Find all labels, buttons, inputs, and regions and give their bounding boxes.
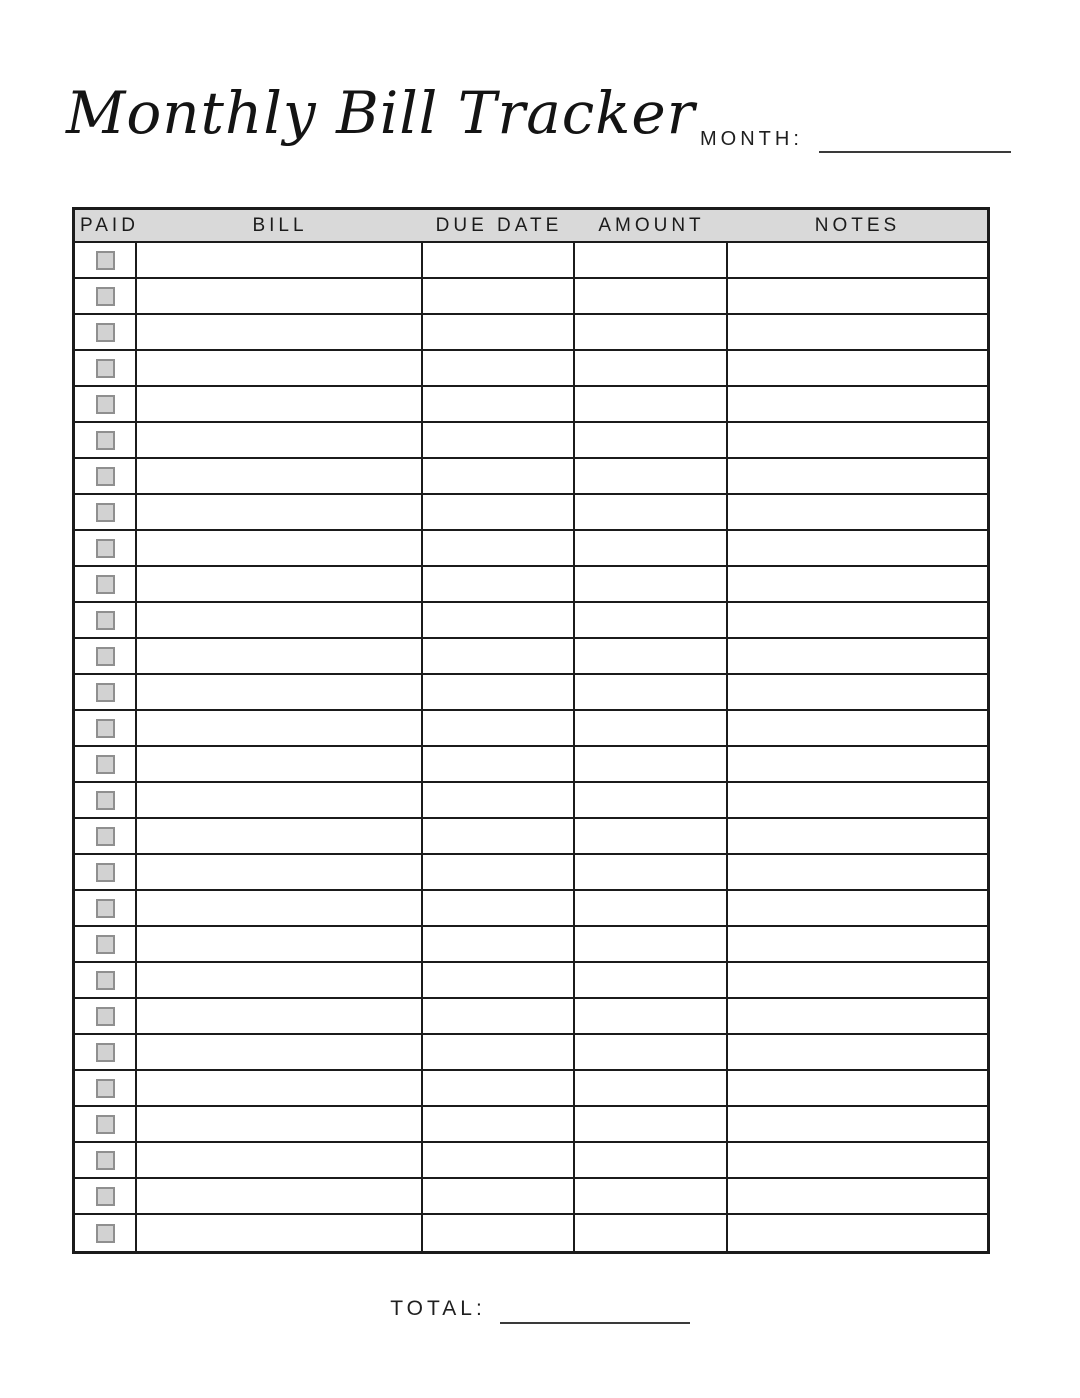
bill-cell[interactable] xyxy=(137,531,423,565)
bill-cell[interactable] xyxy=(137,1035,423,1069)
column-header-amount: AMOUNT xyxy=(598,214,705,236)
table-row xyxy=(75,1179,987,1215)
paid-cell[interactable] xyxy=(75,963,137,997)
table-row xyxy=(75,567,987,603)
notes-cell[interactable] xyxy=(728,1179,987,1213)
bill-cell[interactable] xyxy=(137,567,423,601)
bill-cell[interactable] xyxy=(137,711,423,745)
paid-checkbox[interactable] xyxy=(96,791,115,810)
paid-cell[interactable] xyxy=(75,747,137,781)
paid-checkbox[interactable] xyxy=(96,971,115,990)
notes-cell[interactable] xyxy=(728,531,987,565)
amount-cell[interactable] xyxy=(575,891,728,925)
bill-cell[interactable] xyxy=(137,243,423,277)
bill-cell[interactable] xyxy=(137,819,423,853)
paid-checkbox[interactable] xyxy=(96,359,115,378)
paid-cell[interactable] xyxy=(75,387,137,421)
amount-cell[interactable] xyxy=(575,387,728,421)
bill-cell[interactable] xyxy=(137,1215,423,1251)
notes-cell[interactable] xyxy=(728,459,987,493)
paid-cell[interactable] xyxy=(75,1071,137,1105)
due-cell[interactable] xyxy=(423,783,575,817)
paid-cell[interactable] xyxy=(75,459,137,493)
notes-cell[interactable] xyxy=(728,711,987,745)
amount-cell[interactable] xyxy=(575,639,728,673)
paid-checkbox[interactable] xyxy=(96,755,115,774)
amount-cell[interactable] xyxy=(575,459,728,493)
paid-checkbox[interactable] xyxy=(96,1043,115,1062)
due-cell[interactable] xyxy=(423,963,575,997)
notes-cell[interactable] xyxy=(728,999,987,1033)
table-row xyxy=(75,891,987,927)
table-row xyxy=(75,243,987,279)
due-cell[interactable] xyxy=(423,999,575,1033)
due-cell[interactable] xyxy=(423,639,575,673)
amount-cell[interactable] xyxy=(575,1107,728,1141)
paid-cell[interactable] xyxy=(75,711,137,745)
amount-cell[interactable] xyxy=(575,1215,728,1251)
amount-cell[interactable] xyxy=(575,1071,728,1105)
bill-cell[interactable] xyxy=(137,495,423,529)
notes-cell[interactable] xyxy=(728,567,987,601)
due-cell[interactable] xyxy=(423,315,575,349)
due-cell[interactable] xyxy=(423,603,575,637)
paid-checkbox[interactable] xyxy=(96,647,115,666)
total-label: TOTAL: xyxy=(390,1297,486,1320)
due-cell[interactable] xyxy=(423,279,575,313)
paid-checkbox[interactable] xyxy=(96,1007,115,1026)
amount-cell[interactable] xyxy=(575,711,728,745)
notes-cell[interactable] xyxy=(728,963,987,997)
table-row xyxy=(75,459,987,495)
paid-cell[interactable] xyxy=(75,279,137,313)
paid-cell[interactable] xyxy=(75,855,137,889)
bill-cell[interactable] xyxy=(137,675,423,709)
bill-cell[interactable] xyxy=(137,351,423,385)
bill-table xyxy=(72,207,990,1254)
table-row xyxy=(75,1215,987,1251)
paid-checkbox[interactable] xyxy=(96,251,115,270)
table-row xyxy=(75,351,987,387)
table-row xyxy=(75,423,987,459)
notes-cell[interactable] xyxy=(728,423,987,457)
total-field xyxy=(0,1297,1080,1324)
column-header-notes: NOTES xyxy=(814,214,901,236)
paid-cell[interactable] xyxy=(75,603,137,637)
paid-cell[interactable] xyxy=(75,927,137,961)
table-row xyxy=(75,531,987,567)
table-row xyxy=(75,711,987,747)
paid-checkbox[interactable] xyxy=(96,1115,115,1134)
amount-cell[interactable] xyxy=(575,963,728,997)
bill-cell[interactable] xyxy=(137,387,423,421)
paid-checkbox[interactable] xyxy=(96,935,115,954)
table-row xyxy=(75,1107,987,1143)
paid-checkbox[interactable] xyxy=(96,611,115,630)
paid-checkbox[interactable] xyxy=(96,323,115,342)
paid-cell[interactable] xyxy=(75,639,137,673)
notes-cell[interactable] xyxy=(728,603,987,637)
bill-cell[interactable] xyxy=(137,891,423,925)
table-row xyxy=(75,1071,987,1107)
notes-cell[interactable] xyxy=(728,639,987,673)
column-header-bill: BILL xyxy=(252,214,308,236)
paid-cell[interactable] xyxy=(75,531,137,565)
due-cell[interactable] xyxy=(423,747,575,781)
table-row xyxy=(75,279,987,315)
amount-cell[interactable] xyxy=(575,1179,728,1213)
due-cell[interactable] xyxy=(423,711,575,745)
paid-cell[interactable] xyxy=(75,495,137,529)
table-row xyxy=(75,639,987,675)
due-cell[interactable] xyxy=(423,423,575,457)
amount-cell[interactable] xyxy=(575,747,728,781)
table-row xyxy=(75,963,987,999)
paid-checkbox[interactable] xyxy=(96,719,115,738)
amount-cell[interactable] xyxy=(575,1035,728,1069)
notes-cell[interactable] xyxy=(728,495,987,529)
amount-cell[interactable] xyxy=(575,567,728,601)
notes-cell[interactable] xyxy=(728,675,987,709)
amount-cell[interactable] xyxy=(575,243,728,277)
due-cell[interactable] xyxy=(423,387,575,421)
amount-cell[interactable] xyxy=(575,855,728,889)
notes-cell[interactable] xyxy=(728,1143,987,1177)
table-row xyxy=(75,819,987,855)
table-row xyxy=(75,315,987,351)
paid-cell[interactable] xyxy=(75,1179,137,1213)
paid-cell[interactable] xyxy=(75,819,137,853)
table-row xyxy=(75,1035,987,1071)
bill-cell[interactable] xyxy=(137,315,423,349)
bill-cell[interactable] xyxy=(137,963,423,997)
page-title: Monthly Bill Tracker xyxy=(66,79,696,147)
total-fill-line[interactable] xyxy=(500,1298,690,1324)
bill-cell[interactable] xyxy=(137,603,423,637)
paid-checkbox[interactable] xyxy=(96,1187,115,1206)
due-cell[interactable] xyxy=(423,495,575,529)
table-row xyxy=(75,999,987,1035)
paid-cell[interactable] xyxy=(75,783,137,817)
bill-cell[interactable] xyxy=(137,279,423,313)
bill-cell[interactable] xyxy=(137,1107,423,1141)
bill-cell[interactable] xyxy=(137,927,423,961)
paid-checkbox[interactable] xyxy=(96,1151,115,1170)
table-row xyxy=(75,927,987,963)
due-cell[interactable] xyxy=(423,855,575,889)
paid-checkbox[interactable] xyxy=(96,827,115,846)
amount-cell[interactable] xyxy=(575,1143,728,1177)
notes-cell[interactable] xyxy=(728,783,987,817)
table-row xyxy=(75,675,987,711)
paid-cell[interactable] xyxy=(75,1215,137,1251)
paid-checkbox[interactable] xyxy=(96,1079,115,1098)
due-cell[interactable] xyxy=(423,891,575,925)
notes-cell[interactable] xyxy=(728,243,987,277)
table-row xyxy=(75,1143,987,1179)
notes-cell[interactable] xyxy=(728,855,987,889)
amount-cell[interactable] xyxy=(575,999,728,1033)
due-cell[interactable] xyxy=(423,459,575,493)
due-cell[interactable] xyxy=(423,819,575,853)
due-cell[interactable] xyxy=(423,567,575,601)
paid-checkbox[interactable] xyxy=(96,539,115,558)
paid-checkbox[interactable] xyxy=(96,467,115,486)
paid-checkbox[interactable] xyxy=(96,431,115,450)
notes-cell[interactable] xyxy=(728,279,987,313)
paid-cell[interactable] xyxy=(75,891,137,925)
bill-cell[interactable] xyxy=(137,999,423,1033)
due-cell[interactable] xyxy=(423,675,575,709)
bill-cell[interactable] xyxy=(137,459,423,493)
paid-cell[interactable] xyxy=(75,423,137,457)
paid-cell[interactable] xyxy=(75,1107,137,1141)
notes-cell[interactable] xyxy=(728,1035,987,1069)
paid-checkbox[interactable] xyxy=(96,575,115,594)
paid-cell[interactable] xyxy=(75,315,137,349)
notes-cell[interactable] xyxy=(728,1071,987,1105)
paid-checkbox[interactable] xyxy=(96,503,115,522)
amount-cell[interactable] xyxy=(575,783,728,817)
table-row xyxy=(75,603,987,639)
amount-cell[interactable] xyxy=(575,603,728,637)
paid-cell[interactable] xyxy=(75,1035,137,1069)
paid-cell[interactable] xyxy=(75,243,137,277)
paid-checkbox[interactable] xyxy=(96,395,115,414)
paid-cell[interactable] xyxy=(75,675,137,709)
column-header-paid: PAID xyxy=(80,214,139,236)
paid-cell[interactable] xyxy=(75,1143,137,1177)
notes-cell[interactable] xyxy=(728,351,987,385)
notes-cell[interactable] xyxy=(728,1107,987,1141)
paid-checkbox[interactable] xyxy=(96,287,115,306)
bill-cell[interactable] xyxy=(137,855,423,889)
paid-checkbox[interactable] xyxy=(96,683,115,702)
table-row xyxy=(75,783,987,819)
amount-cell[interactable] xyxy=(575,927,728,961)
paid-cell[interactable] xyxy=(75,567,137,601)
paid-cell[interactable] xyxy=(75,351,137,385)
amount-cell[interactable] xyxy=(575,531,728,565)
notes-cell[interactable] xyxy=(728,315,987,349)
due-cell[interactable] xyxy=(423,1035,575,1069)
due-cell[interactable] xyxy=(423,1143,575,1177)
amount-cell[interactable] xyxy=(575,819,728,853)
amount-cell[interactable] xyxy=(575,351,728,385)
paid-checkbox[interactable] xyxy=(96,863,115,882)
bill-cell[interactable] xyxy=(137,639,423,673)
notes-cell[interactable] xyxy=(728,387,987,421)
paid-checkbox[interactable] xyxy=(96,899,115,918)
due-cell[interactable] xyxy=(423,927,575,961)
notes-cell[interactable] xyxy=(728,927,987,961)
due-cell[interactable] xyxy=(423,1179,575,1213)
month-label: MONTH: xyxy=(700,128,803,150)
notes-cell[interactable] xyxy=(728,1215,987,1251)
amount-cell[interactable] xyxy=(575,495,728,529)
bill-cell[interactable] xyxy=(137,423,423,457)
month-field xyxy=(700,128,1011,153)
due-cell[interactable] xyxy=(423,531,575,565)
due-cell[interactable] xyxy=(423,1215,575,1251)
month-fill-line[interactable] xyxy=(819,129,1011,153)
table-row xyxy=(75,747,987,783)
notes-cell[interactable] xyxy=(728,819,987,853)
table-row xyxy=(75,855,987,891)
column-header-due: DUE DATE xyxy=(435,214,563,236)
amount-cell[interactable] xyxy=(575,675,728,709)
table-body xyxy=(75,243,987,1251)
due-cell[interactable] xyxy=(423,1071,575,1105)
bill-cell[interactable] xyxy=(137,1071,423,1105)
paid-checkbox[interactable] xyxy=(96,1224,115,1243)
table-header-row xyxy=(75,210,987,243)
bill-cell[interactable] xyxy=(137,1143,423,1177)
due-cell[interactable] xyxy=(423,351,575,385)
due-cell[interactable] xyxy=(423,1107,575,1141)
bill-cell[interactable] xyxy=(137,1179,423,1213)
amount-cell[interactable] xyxy=(575,279,728,313)
amount-cell[interactable] xyxy=(575,315,728,349)
notes-cell[interactable] xyxy=(728,891,987,925)
paid-cell[interactable] xyxy=(75,999,137,1033)
table-row xyxy=(75,495,987,531)
notes-cell[interactable] xyxy=(728,747,987,781)
bill-cell[interactable] xyxy=(137,747,423,781)
bill-cell[interactable] xyxy=(137,783,423,817)
due-cell[interactable] xyxy=(423,243,575,277)
amount-cell[interactable] xyxy=(575,423,728,457)
table-row xyxy=(75,387,987,423)
